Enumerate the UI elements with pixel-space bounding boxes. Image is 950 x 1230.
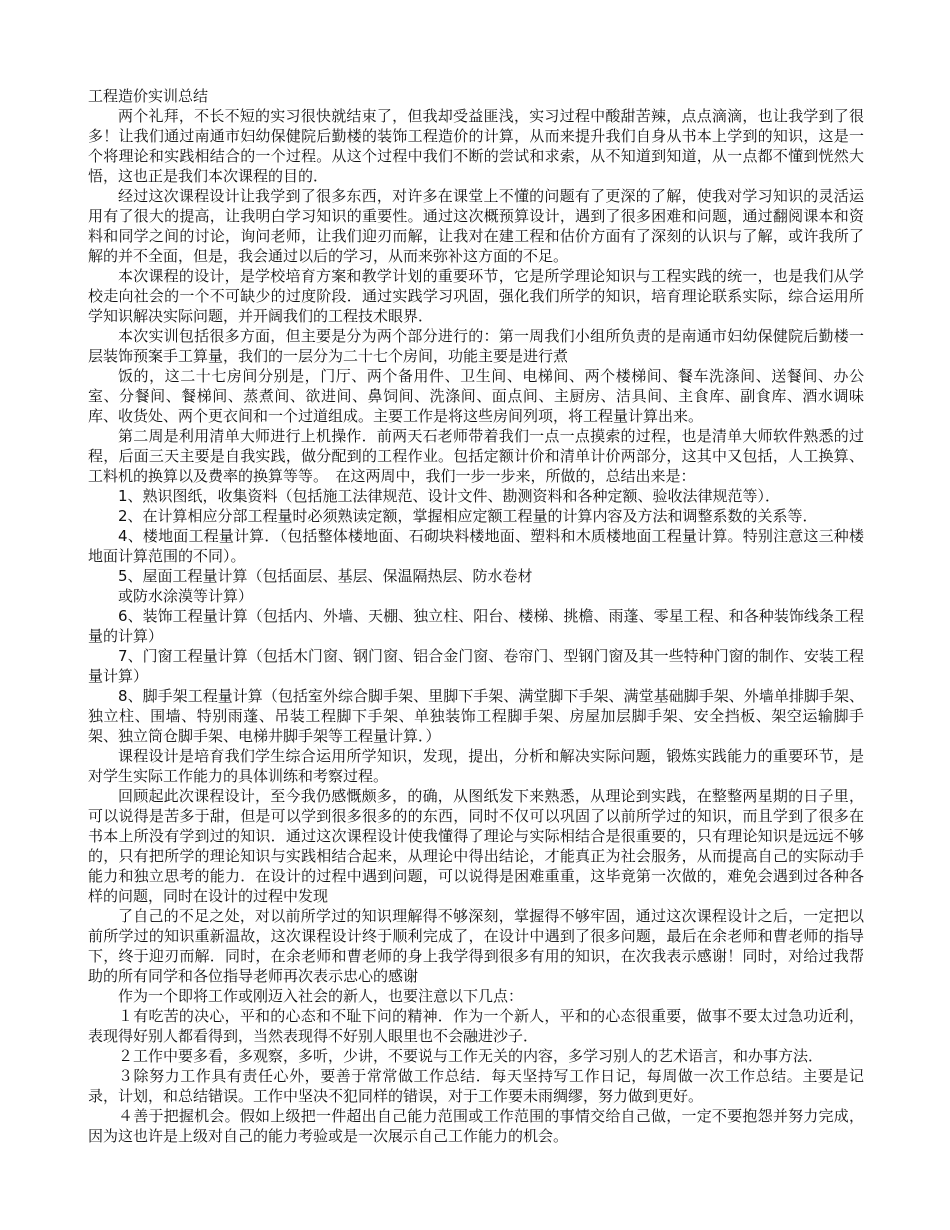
body-paragraph: １有吃苦的决心，平和的心态和不耻下问的精神．作为一个新人，平和的心态很重要，做事不要太过急功近利，表现得好别人都看得到，当然表现得不好别人眼里也不会融进沙子． [88, 1007, 864, 1045]
body-paragraph: 本次实训包括很多方面，但主要是分为两个部分进行的：第一周我们小组所负责的是南通市妇幼保健院后勤楼一层装饰预案手工算量，我们的一层分为二十七个房间，功能主要是进行煮 [88, 327, 864, 365]
body-paragraph: 本次课程的设计，是学校培育方案和教学计划的重要环节，它是所学理论知识与工程实践的统一，也是我们从学校走向社会的一个不可缺少的过度阶段．通过实践学习巩固，强化我们所学的知识，培育理论联系实际，综合运用所学知识解决实际问题，并开阔我们的工程技术眼界． [88, 267, 864, 325]
body-paragraph: 第二周是利用清单大师进行上机操作．前两天石老师带着我们一点一点摸索的过程，也是清单大师软件熟悉的过程，后面三天主要是自我实践，做分配到的工程作业。包括定额计价和清单计价两部分，这其中又包括，人工换算、工料机的换算以及费率的换算等等。 在这两周中，我们一步一步来，所做的，总结出来是： [88, 427, 864, 485]
body-paragraph: 7、门窗工程量计算（包括木门窗、钢门窗、铝合金门窗、卷帘门、型钢门窗及其一些特种门窗的制作、安装工程量计算） [88, 647, 864, 685]
body-paragraph: ２工作中要多看，多观察，多听，少讲，不要说与工作无关的内容，多学习别人的艺术语言，和办事方法． [118, 1047, 824, 1065]
body-paragraph: 4、楼地面工程量计算．（包括整体楼地面、石砌块料楼地面、塑料和木质楼地面工程量计算。特别注意这三种楼地面计算范围的不同）。 [88, 527, 864, 565]
document-page [88, 86, 864, 1146]
body-paragraph: 2、在计算相应分部工程量时必须熟读定额，掌握相应定额工程量的计算内容及方法和调整系数的关系等． [118, 507, 818, 525]
body-paragraph: 两个礼拜，不长不短的实习很快就结束了，但我却受益匪浅，实习过程中酸甜苦辣，点点滴滴，也让我学到了很多！让我们通过南通市妇幼保健院后勤楼的装饰工程造价的计算，从而来提升我们自身从书本上学到的知识，这是一个将理论和实践相结合的一个过程。从这个过程中我们不断的尝试和求索，从不知道到知道，从一点都不懂到恍然大悟，这也正是我们本次课程的目的． [88, 107, 864, 185]
body-paragraph: 5、屋面工程量计算（包括面层、基层、保温隔热层、防水卷材 [118, 567, 533, 585]
body-paragraph: 6、装饰工程量计算（包括内、外墙、天棚、独立柱、阳台、楼梯、挑檐、雨蓬、零星工程、和各种装饰线条工程量的计算） [88, 607, 864, 645]
body-paragraph: 回顾起此次课程设计，至今我仍感慨颇多，的确，从图纸发下来熟悉，从理论到实践，在整整两星期的日子里，可以说得是苦多于甜，但是可以学到很多很多的的东西，同时不仅可以巩固了以前所学过的知识，而且学到了很多在书本上所没有学到过的知识．通过这次课程设计使我懂得了理论与实际相结合是很重要的，只有理论知识是远远不够的，只有把所学的理论知识与实践相结合起来，从理论中得出结论，才能真正为社会服务，从而提高自己的实际动手能力和独立思考的能力．在设计的过程中遇到问题，可以说得是困难重重，这毕竟第一次做的，难免会遇到过各种各样的问题，同时在设计的过程中发现 [88, 787, 864, 905]
body-paragraph: 饭的，这二十七房间分别是，门厅、两个备用件、卫生间、电梯间、两个楼梯间、餐车洗涤间、送餐间、办公室、分餐间、餐梯间、蒸煮间、欲进间、鼻饲间、洗涤间、面点间、主厨房、洁具间、主食库、副食库、酒水调味库、收货处、两个更衣间和一个过道组成。主要工作是将这些房间列项，将工程量计算出来。 [88, 367, 864, 425]
body-paragraph: 了自己的不足之处，对以前所学过的知识理解得不够深刻，掌握得不够牢固，通过这次课程设计之后，一定把以前所学过的知识重新温故，这次课程设计终于顺利完成了，在设计中遇到了很多问题，最后在余老师和曹老师的指导下，终于迎刃而解．同时，在余老师和曹老师的身上我学得到很多有用的知识，在次我表示感谢！同时，对给过我帮助的所有同学和各位指导老师再次表示忠心的感谢 [88, 907, 864, 985]
body-paragraph: ３除努力工作具有责任心外，要善于常常做工作总结．每天坚持写工作日记，每周做一次工作总结。主要是记录，计划，和总结错误。工作中坚决不犯同样的错误，对于工作要未雨绸缪，努力做到更好。 [88, 1067, 864, 1105]
body-paragraph: 作为一个即将工作或刚迈入社会的新人，也要注意以下几点： [118, 987, 524, 1005]
body-paragraph: 经过这次课程设计让我学到了很多东西，对许多在课堂上不懂的问题有了更深的了解，使我对学习知识的灵活运用有了很大的提高，让我明白学习知识的重要性。通过这次概预算设计，遇到了很多困难和问题，通过翻阅课本和资料和同学之间的讨论，询问老师，让我们迎刃而解，让我对在建工程和估价方面有了深刻的认识与了解，或许我所了解的并不全面，但是，我会通过以后的学习，从而来弥补这方面的不足。 [88, 187, 864, 265]
body-paragraph: 8、脚手架工程量计算（包括室外综合脚手架、里脚下手架、满堂脚下手架、满堂基础脚手架、外墙单排脚手架、独立柱、围墙、特别雨蓬、吊装工程脚下手架、单独装饰工程脚手架、房屋加层脚手架、安全挡板、架空运输脚手架、独立筒仓脚手架、电梯井脚手架等工程量计算．） [88, 687, 864, 745]
document-body [88, 106, 864, 1146]
body-paragraph: 1、熟识图纸，收集资料（包括施工法律规范、设计文件、勘测资料和各种定额、验收法律规范等）． [118, 487, 781, 505]
body-paragraph: 或防水涂漠等计算） [118, 587, 254, 605]
body-paragraph: 课程设计是培育我们学生综合运用所学知识，发现，提出，分析和解决实际问题，锻炼实践能力的重要环节，是对学生实际工作能力的具体训练和考察过程。 [88, 747, 864, 785]
body-paragraph: ４善于把握机会。假如上级把一件超出自己能力范围或工作范围的事情交给自己做，一定不要抱怨并努力完成，因为这也许是上级对自己的能力考验或是一次展示自己工作能力的机会。 [88, 1107, 864, 1145]
document-title: 工程造价实训总结 [88, 87, 209, 105]
